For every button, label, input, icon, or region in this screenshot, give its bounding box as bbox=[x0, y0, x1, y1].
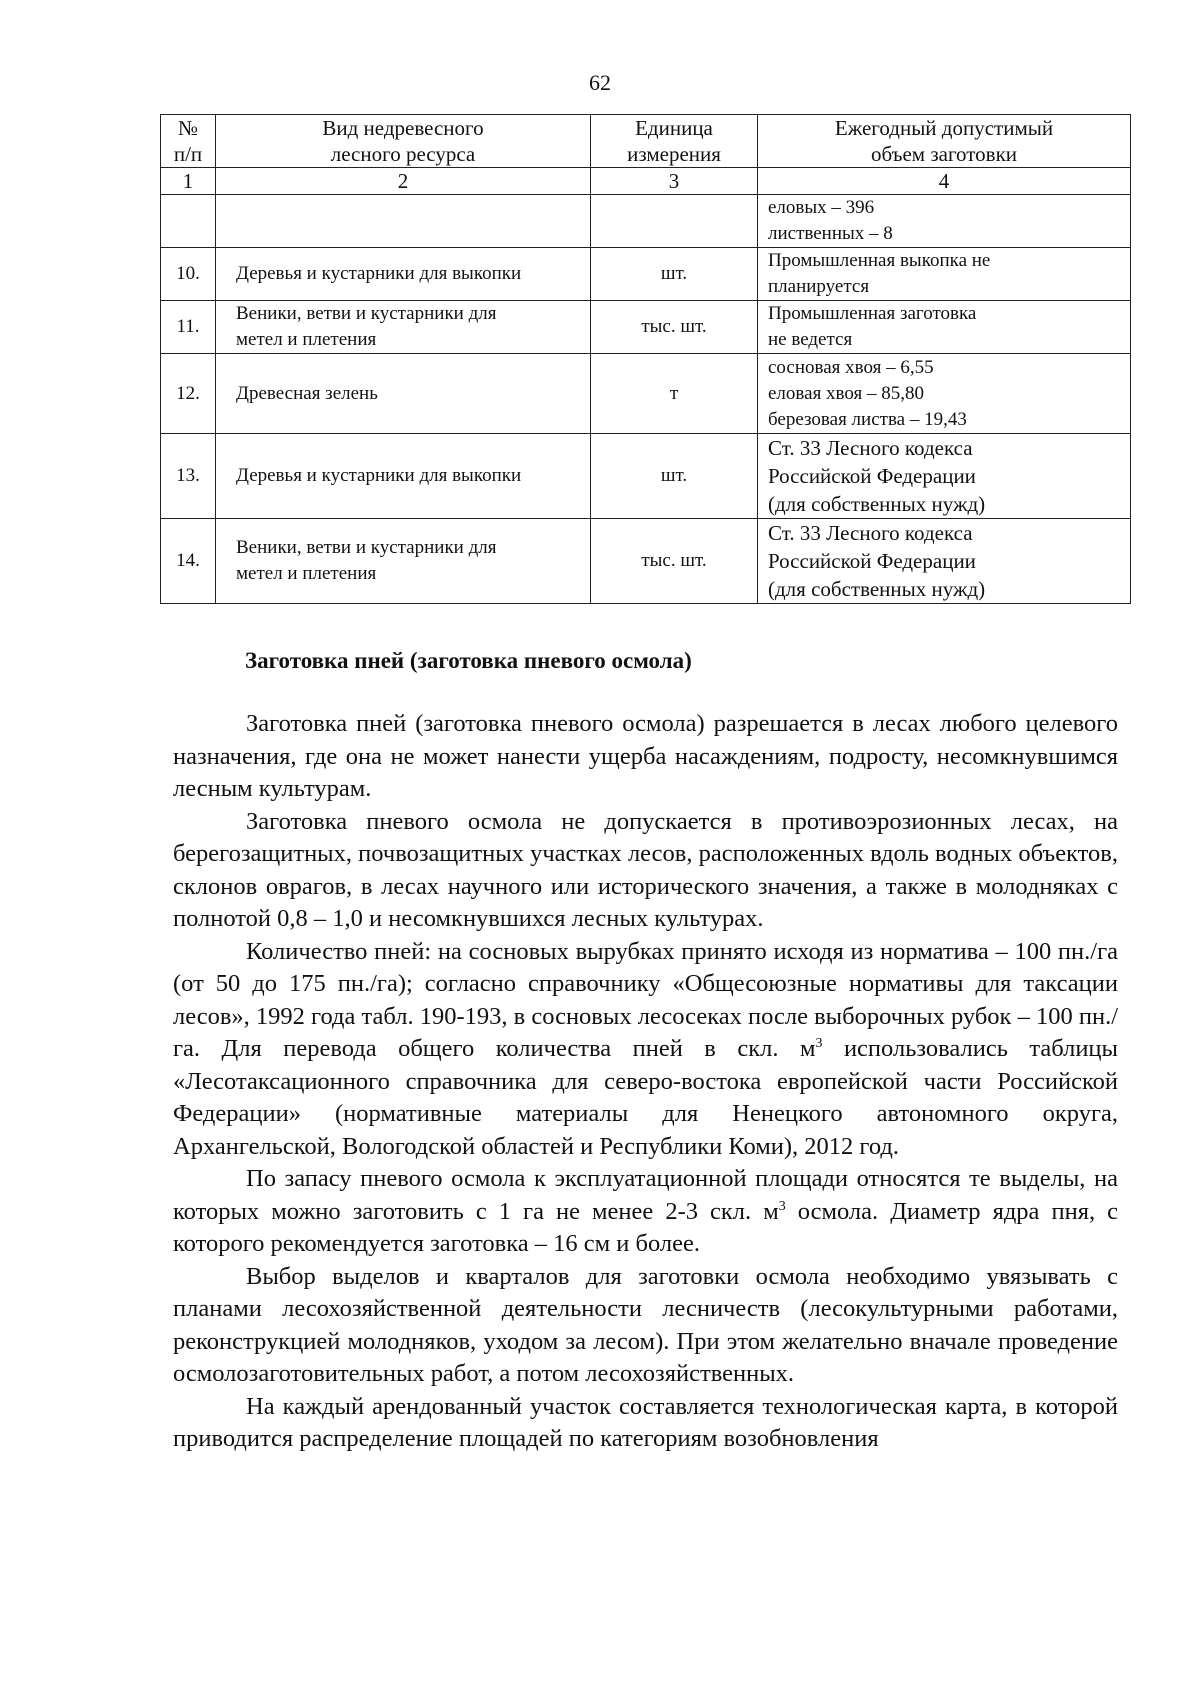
annual-volume: Ст. 33 Лесного кодекса Российской Федерации (для собственных нужд) bbox=[758, 519, 1131, 604]
resources-table bbox=[160, 114, 1131, 604]
annual-volume: еловых – 396 лиственных – 8 bbox=[758, 195, 1131, 248]
header-unit: Единица измерения bbox=[591, 115, 758, 168]
unit: шт. bbox=[591, 248, 758, 301]
body-text bbox=[173, 708, 1118, 1456]
annual-volume: Промышленная заготовка не ведется bbox=[758, 301, 1131, 354]
resource-name: Веники, ветви и кустарники для метел и плетения bbox=[216, 301, 591, 354]
annual-volume: Ст. 33 Лесного кодекса Российской Федерации (для собственных нужд) bbox=[758, 434, 1131, 519]
resource-name bbox=[216, 195, 591, 248]
section-title: Заготовка пней (заготовка пневого осмола) bbox=[245, 648, 692, 673]
paragraph bbox=[173, 1163, 1118, 1261]
paragraph-text: использовались таблицы «Лесотаксационного справочника для северо-востока европейской части Российской Федерации» (нормативные материалы для Ненецкого автономного округа, Архангельской, Вологодской областей и Республики Коми), 2012 год. bbox=[173, 1035, 1118, 1160]
paragraph: Выбор выделов и кварталов для заготовки осмола необходимо увязывать с планами лесохозяйственной деятельности лесничеств (лесокультурными работами, реконструкцией молодняков, уходом за лесом). При этом желательно вначале проведение осмолозаготовительных работ, а потом лесохозяйственных. bbox=[173, 1262, 1118, 1387]
superscript: 3 bbox=[778, 1198, 786, 1214]
table-row bbox=[161, 248, 1131, 301]
annual-volume: Промышленная выкопка не планируется bbox=[758, 248, 1131, 301]
column-number: 3 bbox=[591, 168, 758, 195]
paragraph-text: осмола. Диаметр ядра пня, с которого рекомендуется заготовка – 16 см и более. bbox=[173, 1197, 1118, 1257]
header-resource-type: Вид недревесного лесного ресурса bbox=[216, 115, 591, 168]
column-number: 2 bbox=[216, 168, 591, 195]
column-number: 1 bbox=[161, 168, 216, 195]
paragraph: Заготовка пневого осмола не допускается в противоэрозионных лесах, на берегозащитных, почвозащитных участках лесов, расположенных вдоль водных объектов, склонов оврагов, в лесах научного или исторического значения, а также в молодняках с полнотой 0,8 – 1,0 и несомкнувшихся лесных культурах. bbox=[173, 807, 1118, 932]
page-number: 62 bbox=[589, 70, 611, 95]
resource-name: Деревья и кустарники для выкопки bbox=[216, 434, 591, 519]
unit: тыс. шт. bbox=[591, 301, 758, 354]
superscript: 3 bbox=[815, 1035, 823, 1051]
table-row bbox=[161, 301, 1131, 354]
unit bbox=[591, 195, 758, 248]
row-number: 10. bbox=[161, 248, 216, 301]
row-number: 13. bbox=[161, 434, 216, 519]
row-number bbox=[161, 195, 216, 248]
annual-volume: сосновая хвоя – 6,55 еловая хвоя – 85,80 березовая листва – 19,43 bbox=[758, 354, 1131, 434]
resource-name: Древесная зелень bbox=[216, 354, 591, 434]
row-number: 12. bbox=[161, 354, 216, 434]
table-header-row bbox=[161, 115, 1131, 168]
paragraph: Заготовка пней (заготовка пневого осмола) разрешается в лесах любого целевого назначения, где она не может нанести ущерба насаждениям, подросту, несомкнувшимся лесным культурам. bbox=[173, 710, 1118, 802]
table-row bbox=[161, 434, 1131, 519]
paragraph-text: Количество пней: на сосновых вырубках принято исходя из норматива – 100 пн./га (от 50 до 175 пн./га); согласно справочнику «Общесоюзные нормативы для таксации лесов», 1992 года табл. 190-193, в сосновых лесосеках после выборочных рубок – 100 пн./га. Для перевода общего количества пней в скл. м bbox=[173, 937, 1118, 1062]
table-row bbox=[161, 195, 1131, 248]
paragraph-text: По запасу пневого осмола к эксплуатационной площади относятся те выделы, на которых можно заготовить с 1 га не менее 2-3 скл. м bbox=[173, 1165, 1118, 1225]
row-number: 14. bbox=[161, 519, 216, 604]
header-number: № п/п bbox=[161, 115, 216, 168]
resource-name: Деревья и кустарники для выкопки bbox=[216, 248, 591, 301]
unit: т bbox=[591, 354, 758, 434]
column-number: 4 bbox=[758, 168, 1131, 195]
table-row bbox=[161, 519, 1131, 604]
table-row bbox=[161, 354, 1131, 434]
column-number-row bbox=[161, 168, 1131, 195]
paragraph: На каждый арендованный участок составляется технологическая карта, в которой приводится распределение площадей по категориям возобновления bbox=[173, 1392, 1118, 1452]
unit: тыс. шт. bbox=[591, 519, 758, 604]
row-number: 11. bbox=[161, 301, 216, 354]
paragraph bbox=[173, 936, 1118, 1164]
resource-name: Веники, ветви и кустарники для метел и плетения bbox=[216, 519, 591, 604]
header-annual-volume: Ежегодный допустимый объем заготовки bbox=[758, 115, 1131, 168]
unit: шт. bbox=[591, 434, 758, 519]
